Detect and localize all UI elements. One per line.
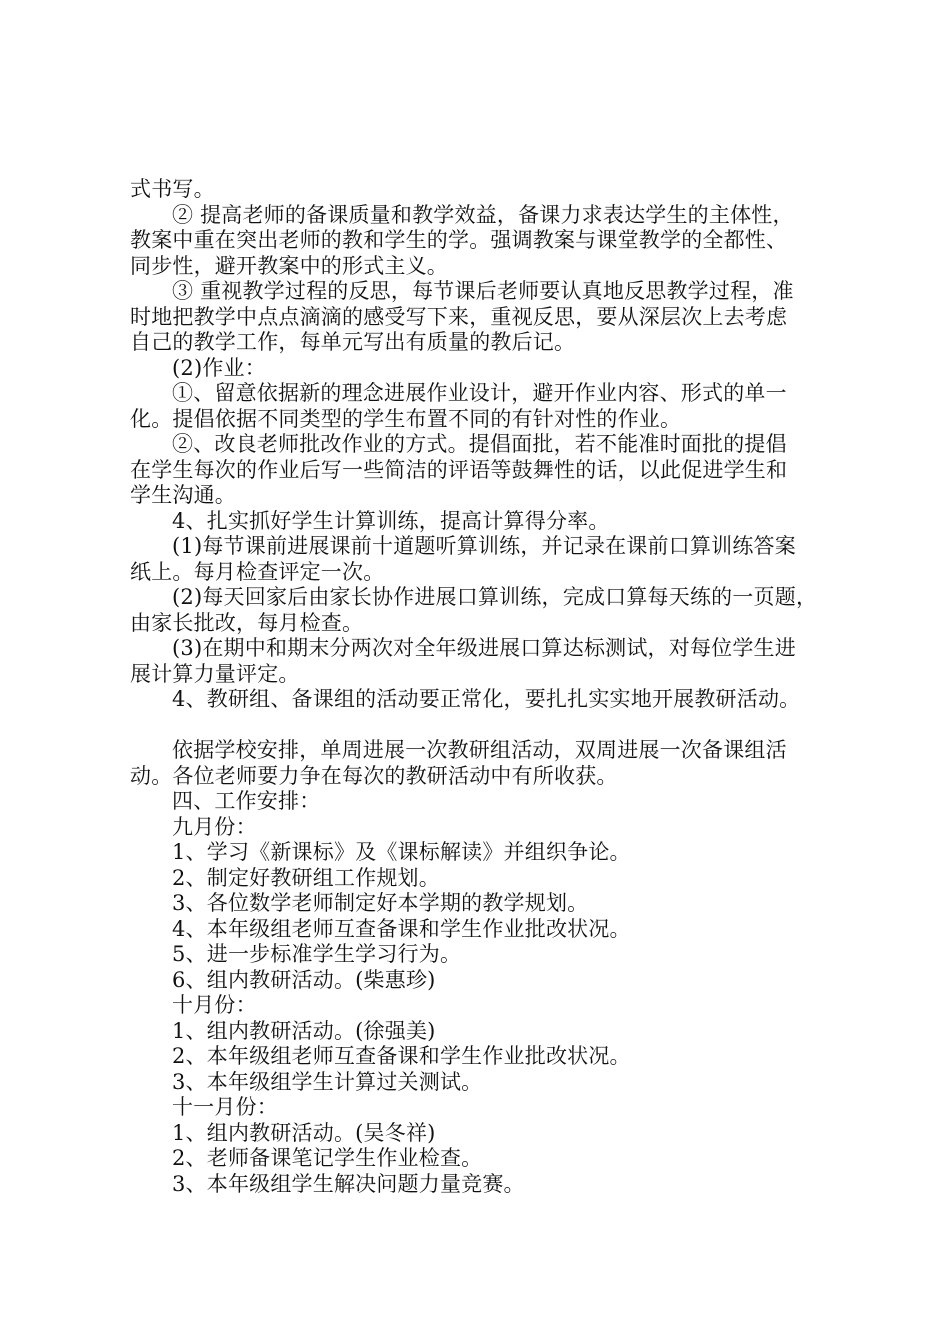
text-line: 3、本年级组学生计算过关测试。 [172,1069,483,1094]
text-line: 3、本年级组学生解决问题力量竞赛。 [172,1171,525,1196]
text-line: 2、本年级组老师互查备课和学生作业批改状况。 [172,1044,631,1068]
text-line: 纸上。每月检查评定一次。 [130,559,385,584]
text-line: (2)作业： [172,355,266,380]
text-line: ③ 重视教学过程的反思，每节课后老师要认真地反思教学过程，准 [172,279,794,303]
text-line: 展计算力量评定。 [130,661,300,686]
text-line: 4、本年级组老师互查备课和学生作业批改状况。 [172,916,631,941]
text-line: 1、组内教研活动。(徐强美) [172,1018,436,1043]
text-line: 6、组内教研活动。(柴惠珍) [172,967,436,992]
text-line: 在学生每次的作业后写一些简洁的评语等鼓舞性的话，以此促进学生和 [130,457,788,482]
text-line: 九月份： [172,814,257,839]
text-line: 3、各位数学老师制定好本学期的教学规划。 [172,891,589,915]
text-line: 4、教研组、备课组的活动要正常化，要扎扎实实地开展教研活动。 [172,687,801,711]
text-line: 2、老师备课笔记学生作业检查。 [172,1146,483,1170]
text-line: 四、工作安排： [172,789,321,813]
text-line: 由家长批改，每月检查。 [130,610,364,635]
text-line: 1、组内教研活动。(吴冬祥) [172,1120,436,1145]
text-line: 教案中重在突出老师的教和学生的学。强调教案与课堂教学的全都性、 [130,228,788,252]
text-line: (2)每天回家后由家长协作进展口算训练，完成口算每天练的一页题， [172,585,818,609]
text-line: 时地把教学中点点滴滴的感受写下来，重视反思，要从深层次上去考虑 [130,304,788,329]
text-line: 式书写。 [130,177,215,201]
text-line: 十月份： [172,993,257,1017]
text-line: ②、改良老师批改作业的方式。提倡面批，若不能准时面批的提倡 [172,432,787,456]
text-line: 依据学校安排，单周进展一次教研组活动，双周进展一次备课组活 [172,738,787,762]
text-line: 十一月份： [172,1095,278,1119]
text-line: (3)在期中和期末分两次对全年级进展口算达标测试，对每位学生进 [172,636,796,660]
text-line: ①、留意依据新的理念进展作业设计，避开作业内容、形式的单一 [172,381,787,405]
text-line: 同步性，避开教案中的形式主义。 [130,253,448,278]
text-line: 4、扎实抓好学生计算训练，提高计算得分率。 [172,508,610,533]
text-line: 2、制定好教研组工作规划。 [172,865,440,890]
text-line: 1、学习《新课标》及《课标解读》并组织争论。 [172,840,631,864]
text-line: 5、进一步标准学生学习行为。 [172,942,462,966]
document-page [130,177,835,1197]
text-line: 自己的教学工作，每单元写出有质量的教后记。 [130,330,576,354]
text-line: ② 提高老师的备课质量和教学效益，备课力求表达学生的主体性， [172,202,794,227]
text-line: 动。各位老师要力争在每次的教研活动中有所收获。 [130,763,618,788]
text-line: (1)每节课前进展课前十道题听算训练，并记录在课前口算训练答案 [172,534,796,558]
blank-line [130,713,835,739]
text-line: 化。提倡依据不同类型的学生布置不同的有针对性的作业。 [130,406,682,431]
text-line: 学生沟通。 [130,483,236,507]
